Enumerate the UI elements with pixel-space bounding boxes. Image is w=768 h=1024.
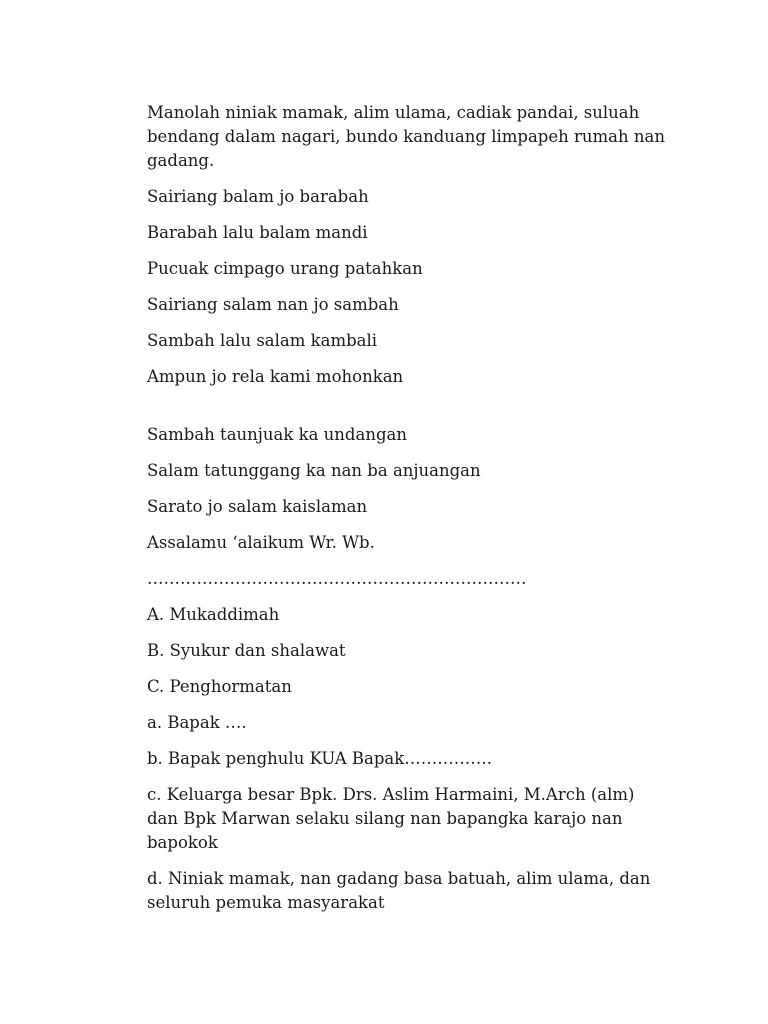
dotted-separator: …………………………………………………………… xyxy=(147,569,527,588)
opening-paragraph: Manolah niniak mamak, alim ulama, cadiak pandai, suluah bendang dalam nagari, bundo kanduang limpapeh rumah nan gadang. xyxy=(147,103,665,170)
pantun-line: Salam tatunggang ka nan ba anjuangan xyxy=(147,461,481,480)
honorific-item: a. Bapak …. xyxy=(147,713,247,732)
pantun-line: Sambah lalu salam kambali xyxy=(147,331,378,350)
honorific-item: d. Niniak mamak, nan gadang basa batuah, alim ulama, dan seluruh pemuka masyarakat xyxy=(147,869,651,912)
honorific-item: b. Bapak penghulu KUA Bapak……………. xyxy=(147,749,492,768)
pantun-line: Sambah taunjuak ka undangan xyxy=(147,425,407,444)
pantun-line: Sarato jo salam kaislaman xyxy=(147,497,368,516)
outline-item: C. Penghormatan xyxy=(147,677,292,696)
pantun-line: Sairiang salam nan jo sambah xyxy=(147,295,399,314)
outline-item: A. Mukaddimah xyxy=(147,605,280,624)
outline-item: B. Syukur dan shalawat xyxy=(147,641,346,660)
pantun-line: Ampun jo rela kami mohonkan xyxy=(147,367,404,386)
pantun-line: Pucuak cimpago urang patahkan xyxy=(147,259,423,278)
greeting-line: Assalamu ‘alaikum Wr. Wb. xyxy=(147,533,375,552)
pantun-line: Sairiang balam jo barabah xyxy=(147,187,369,206)
honorific-item: c. Keluarga besar Bpk. Drs. Aslim Harmaini, M.Arch (alm) dan Bpk Marwan selaku silang nan bapangka karajo nan bapokok xyxy=(147,785,635,852)
document-body xyxy=(147,101,667,927)
pantun-line: Barabah lalu balam mandi xyxy=(147,223,368,242)
